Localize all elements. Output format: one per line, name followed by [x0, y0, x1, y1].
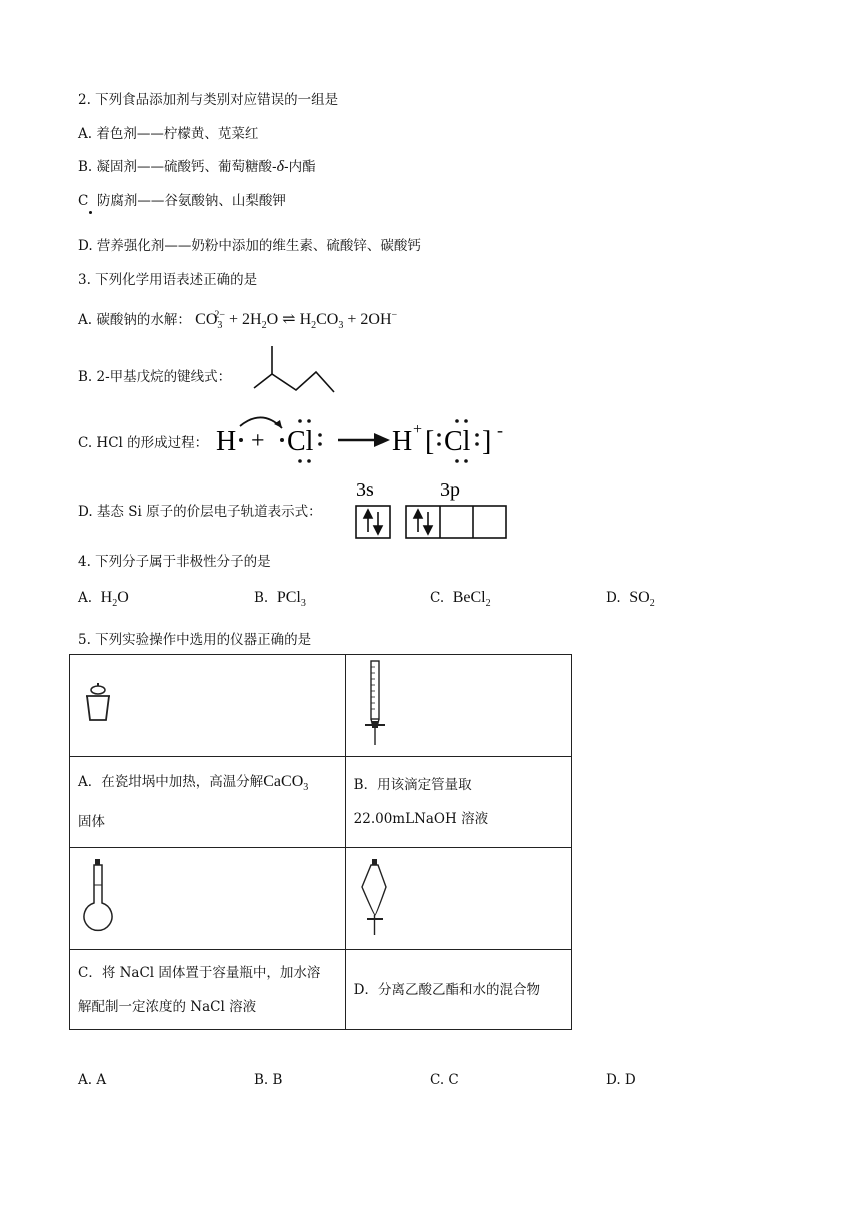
q3-option-d: D. 基态 Si 原子的价层电子轨道表示式： [78, 504, 322, 520]
separatory-funnel-icon [354, 857, 394, 937]
cell-crucible-image [70, 655, 346, 757]
si-orbital-diagram [352, 474, 512, 544]
c-dot-mark [89, 211, 92, 214]
h-atom: H [216, 426, 237, 457]
cell-separatory-funnel-image [345, 848, 571, 950]
equilibrium-arrow: ⇌ [282, 311, 296, 328]
svg-text:Cl: Cl [444, 426, 471, 457]
q2-stem: 2. 下列食品添加剂与类别对应错误的一组是 [78, 92, 339, 108]
svg-text:+: + [413, 421, 423, 438]
hcl-formation-diagram [214, 410, 514, 466]
svg-text:-: - [497, 420, 503, 440]
q2-option-c: C 防腐剂——谷氨酸钠、山梨酸钾 [78, 193, 286, 209]
q5-answer-b: B. B [254, 1072, 283, 1088]
cell-option-a: A．在瓷坩埚中加热，高温分解CaCO$_3$ 固体 [70, 757, 346, 848]
svg-text:H: H [392, 426, 413, 457]
q4-option-b: B. PCl$_3$ [254, 589, 306, 610]
cell-option-c: C．将 NaCl 固体置于容量瓶中，加水溶 解配制一定浓度的 NaCl 溶液 [70, 950, 346, 1030]
q3-stem: 3. 下列化学用语表述正确的是 [78, 272, 258, 288]
crucible-icon [78, 682, 118, 726]
q3-option-c: C. HCl 的形成过程： [78, 435, 209, 451]
burette-icon [354, 659, 394, 749]
q5-apparatus-table [69, 654, 572, 1030]
svg-text:3p: 3p [440, 479, 460, 501]
svg-text:[: [ [425, 426, 435, 457]
cell-option-b: B．用该滴定管量取 22.00mLNaOH 溶液 [345, 757, 571, 848]
svg-text:]: ] [482, 426, 492, 457]
q5-answer-c: C. C [430, 1072, 459, 1088]
hydrolysis-equation: $CO_3^{2-} + 2H_2O$ ⇌ $H_2CO_3 + 2OH^-$ [195, 309, 398, 332]
q2-option-a: A. 着色剂——柠檬黄、苋菜红 [78, 126, 259, 142]
cell-option-d: D．分离乙酸乙酯和水的混合物 [345, 950, 571, 1030]
q5-answer-a: A. A [78, 1072, 107, 1088]
q3-option-b: B. 2-甲基戊烷的键线式： [78, 369, 232, 385]
q3-option-a: A. 碳酸钠的水解： $CO_3^{2-} + 2H_2O$ ⇌ $H_2CO_3 + 2OH^-$ [78, 309, 398, 332]
q2-option-d: D. 营养强化剂——奶粉中添加的维生素、硫酸锌、碳酸钙 [78, 238, 421, 254]
q2-option-b: B. 凝固剂——硫酸钙、葡萄糖酸-δ-内酯 [78, 158, 316, 175]
q4-option-a: A. $H_2O$ [78, 589, 129, 610]
svg-text:+: + [251, 428, 265, 454]
q4-stem: 4. 下列分子属于非极性分子的是 [78, 554, 271, 570]
cell-burette-image [345, 655, 571, 757]
svg-text:3s: 3s [356, 479, 374, 501]
q4-option-d: D. $SO_2$ [606, 589, 655, 610]
q4-option-c: C. BeCl$_2$ [430, 589, 491, 610]
delta-symbol: δ [276, 158, 285, 175]
q5-stem: 5. 下列实验操作中选用的仪器正确的是 [78, 632, 312, 648]
cell-volumetric-flask-image [70, 848, 346, 950]
q5-answer-d: D. D [606, 1072, 636, 1088]
skeletal-formula-2-methylpentane [252, 344, 336, 396]
volumetric-flask-icon [78, 857, 122, 937]
cl-atom: Cl [287, 426, 314, 457]
